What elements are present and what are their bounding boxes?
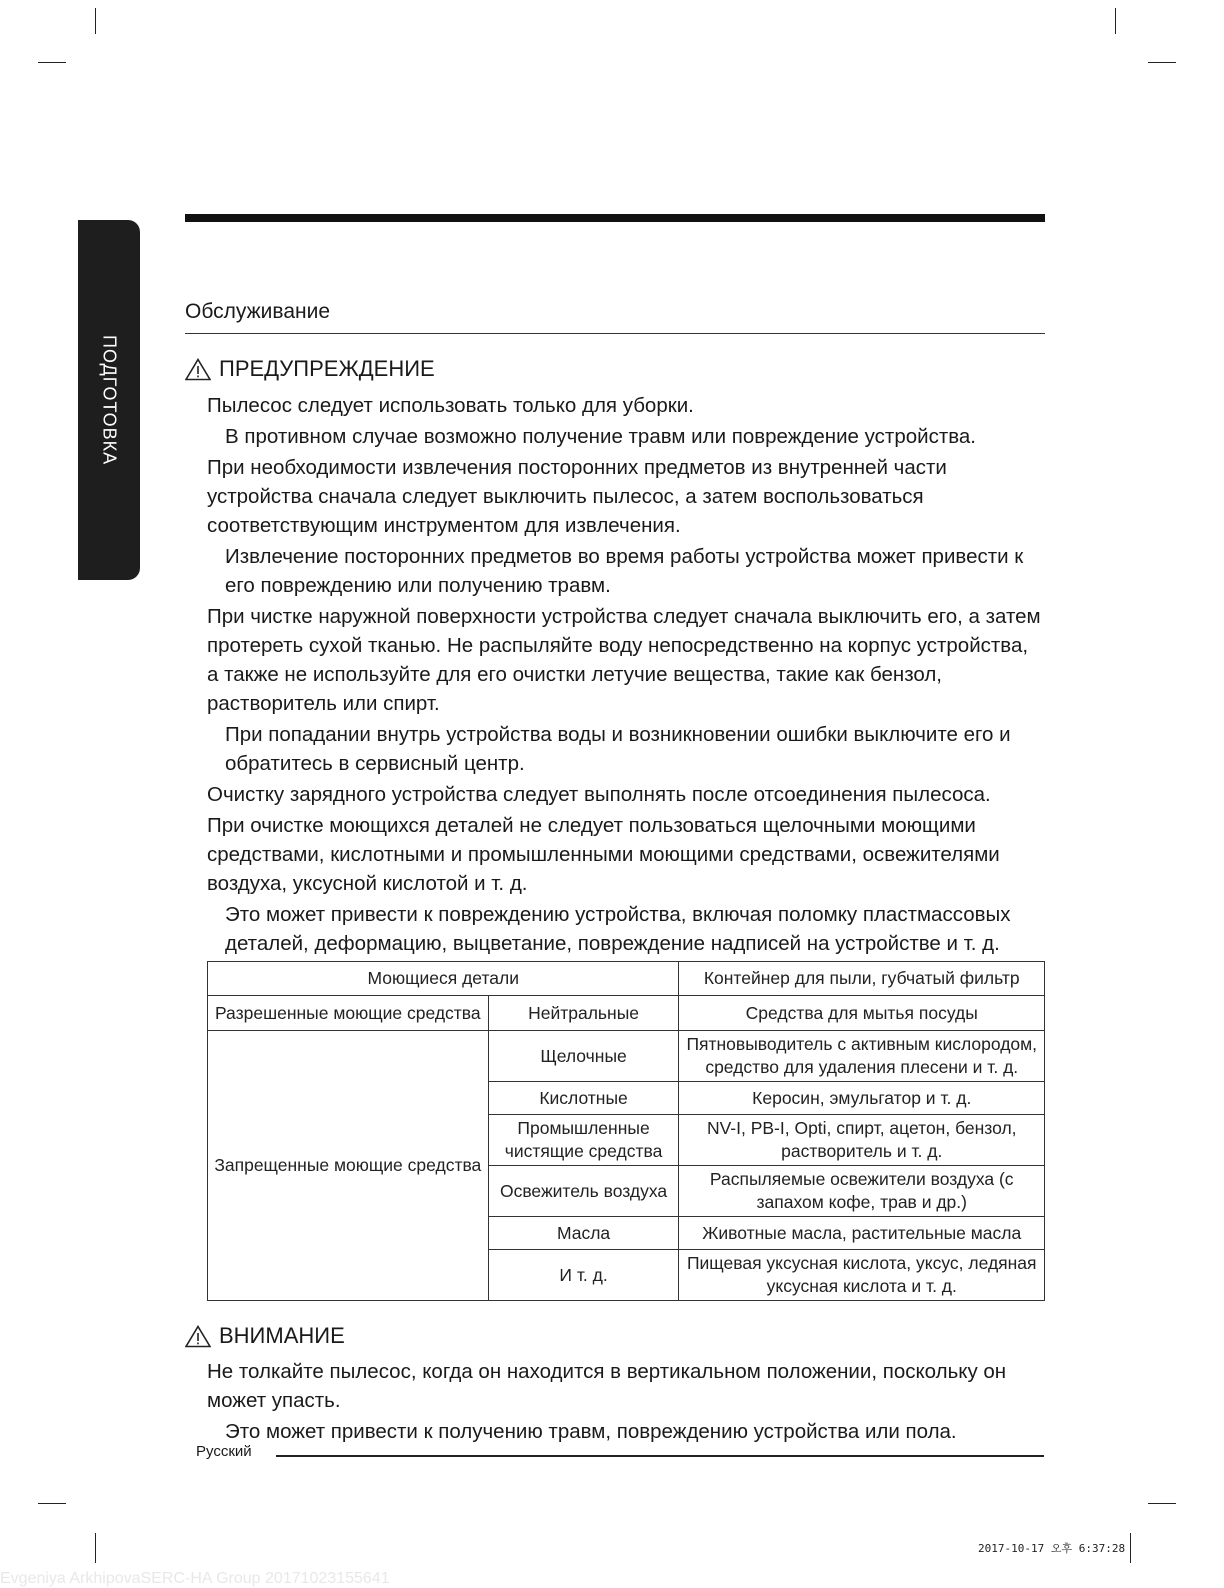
crop-mark (1115, 8, 1116, 34)
footer-language: Русский (196, 1443, 252, 1460)
crop-mark (95, 8, 96, 34)
caution-note: Это может привести к получению травм, повреждению устройства или пола. (225, 1420, 957, 1443)
warning-item-text: Пылесос следует использовать только для уборки. (207, 394, 694, 417)
crop-mark (1148, 62, 1176, 63)
table-cell: Промышленные чистящие средства (488, 1115, 679, 1166)
table-cell: NV-I, PB-I, Opti, спирт, ацетон, бензол, растворитель и т. д. (679, 1115, 1045, 1166)
side-tab-label: ПОДГОТОВКА (99, 334, 120, 466)
warning-item-note: В противном случае возможно получение травм или повреждение устройства. (225, 425, 976, 448)
warning-heading (185, 356, 435, 382)
section-rule (185, 333, 1045, 334)
table-cell: Распыляемые освежители воздуха (с запахом кофе, трав и др.) (679, 1166, 1045, 1217)
table-row (208, 1031, 1045, 1082)
crop-mark (38, 62, 66, 63)
warning-item-note: При попадании внутрь устройства воды и возникновении ошибки выключите его и обратитесь в сервисный центр. (225, 723, 1011, 775)
caution-heading (185, 1323, 345, 1349)
top-rule (185, 214, 1045, 222)
table-row (208, 996, 1045, 1031)
caution-triangle-icon (185, 1325, 211, 1348)
table-cell: Щелочные (488, 1031, 679, 1082)
table-cell: Масла (488, 1217, 679, 1250)
crop-mark (38, 1503, 66, 1504)
warning-item-text: Очистку зарядного устройства следует выполнять после отсоединения пылесоса. (207, 783, 991, 806)
table-cell: Нейтральные (488, 996, 679, 1031)
crop-mark (95, 1533, 96, 1563)
table-header-cell: Контейнер для пыли, губчатый фильтр (679, 962, 1045, 996)
warning-triangle-icon (185, 358, 211, 381)
side-tab-label-wrap (78, 220, 140, 580)
table-cell: Запрещенные моющие средства (208, 1031, 489, 1301)
table-cell: И т. д. (488, 1250, 679, 1301)
warning-item-text: При чистке наружной поверхности устройства следует сначала выключить его, а затем протереть сухой тканью. Не распыляйте воду непосредственно на корпус устройства, а также не используйте для его очистки летучие вещества, такие как бензол, растворитель или спирт. (207, 605, 1041, 715)
table-cell: Пятновыводитель с активным кислородом, средство для удаления плесени и т. д. (679, 1031, 1045, 1082)
caution-body (207, 1357, 1042, 1448)
cleaning-agents-table (207, 961, 1045, 1301)
table-header-cell: Моющиеся детали (208, 962, 679, 996)
watermark: Evgeniya ArkhipovaSERC-HA Group 20171023155641 (0, 1570, 390, 1587)
table-cell: Пищевая уксусная кислота, уксус, ледяная уксусная кислота и т. д. (679, 1250, 1045, 1301)
warning-item-note: Это может привести к повреждению устройства, включая поломку пластмассовых деталей, деформацию, выцветание, повреждение надписей на устройстве и т. д. (225, 903, 1011, 955)
warning-item-text: При очистке моющихся деталей не следует пользоваться щелочными моющими средствами, кислотными и промышленными моющими средствами, освежителями воздуха, уксусной кислотой и т. д. (207, 814, 1000, 895)
crop-mark (1130, 1533, 1131, 1563)
footer-rule (276, 1455, 1044, 1457)
table-cell: Животные масла, растительные масла (679, 1217, 1045, 1250)
warning-body (207, 391, 1042, 960)
table-cell: Разрешенные моющие средства (208, 996, 489, 1031)
table-cell: Керосин, эмульгатор и т. д. (679, 1082, 1045, 1115)
caution-title: ВНИМАНИЕ (219, 1323, 345, 1348)
print-timestamp: 2017-10-17 오후 6:37:28 (978, 1542, 1126, 1555)
warning-item-note: Извлечение посторонних предметов во время работы устройства может привести к его повреждению или получению травм. (225, 545, 1024, 597)
warning-title: ПРЕДУПРЕЖДЕНИЕ (219, 356, 435, 381)
table-cell: Освежитель воздуха (488, 1166, 679, 1217)
table-cell: Кислотные (488, 1082, 679, 1115)
table-cell: Средства для мытья посуды (679, 996, 1045, 1031)
crop-mark (1148, 1503, 1176, 1504)
section-title: Обслуживание (185, 300, 331, 323)
caution-text: Не толкайте пылесос, когда он находится в вертикальном положении, поскольку он может упасть. (207, 1360, 1007, 1412)
warning-item-text: При необходимости извлечения посторонних предметов из внутренней части устройства сначала следует выключить пылесос, а затем воспользоваться соответствующим инструментом для извлечения. (207, 456, 947, 537)
table-row (208, 962, 1045, 996)
